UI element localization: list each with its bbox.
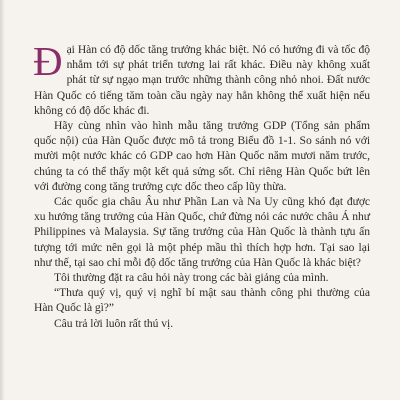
paragraph: Câu trả lời luôn rất thú vị.: [54, 316, 174, 330]
paragraph: “Thưa quý vị, quý vị nghĩ bí mật sau thành công phi thường của Hàn Quốc là gì?”: [34, 286, 370, 315]
page-spine-shadow: [0, 0, 5, 400]
drop-cap: Đ: [33, 38, 63, 84]
paragraph: Tôi thường đặt ra câu hỏi này trong các bài giảng của mình.: [54, 271, 329, 285]
paragraph: Đại Hàn có độ dốc tăng trưởng khác biệt. Nó có hướng đi và tốc độ nhắm tới sự phát triển tương lai rất khác. Điều này không xuất phát từ sự ngạo mạn trước những thành công nhỏ nhoi. Đất nước Hàn Quốc có tiếng tăm toàn cầu ngày nay hẳn không thể xuất hiện nếu không có độ dốc khác đi.: [33, 38, 370, 117]
paragraph: Các quốc gia châu Âu như Phần Lan và Na Uy cũng khó đạt được xu hướng tăng trưởng của Hàn Quốc, chứ đừng nói các nước châu Á như Philippines và Malaysia. Sự tăng trưởng của Hàn Quốc là thành tựu ấn tượng tới mức nên gọi là một phép mầu thì thích hợp hơn. Tại sao lại như thế, tại sao chỉ mỗi độ dốc tăng trưởng của Hàn Quốc là khác biệt?: [34, 195, 370, 269]
paragraph: Hãy cùng nhìn vào hình mẫu tăng trưởng GDP (Tổng sản phẩm quốc nội) của Hàn Quốc được mô tả trong Biểu đồ 1-1. So sánh nó với mười một nước khác có GDP cao hơn Hàn Quốc năm mươi năm trước, chúng ta có thể thấy một kết quả sửng sốt. Chỉ riêng Hàn Quốc bứt lên với đường cong tăng trưởng cực dốc theo cấp lũy thừa.: [34, 119, 370, 193]
body-text: [33, 38, 370, 331]
